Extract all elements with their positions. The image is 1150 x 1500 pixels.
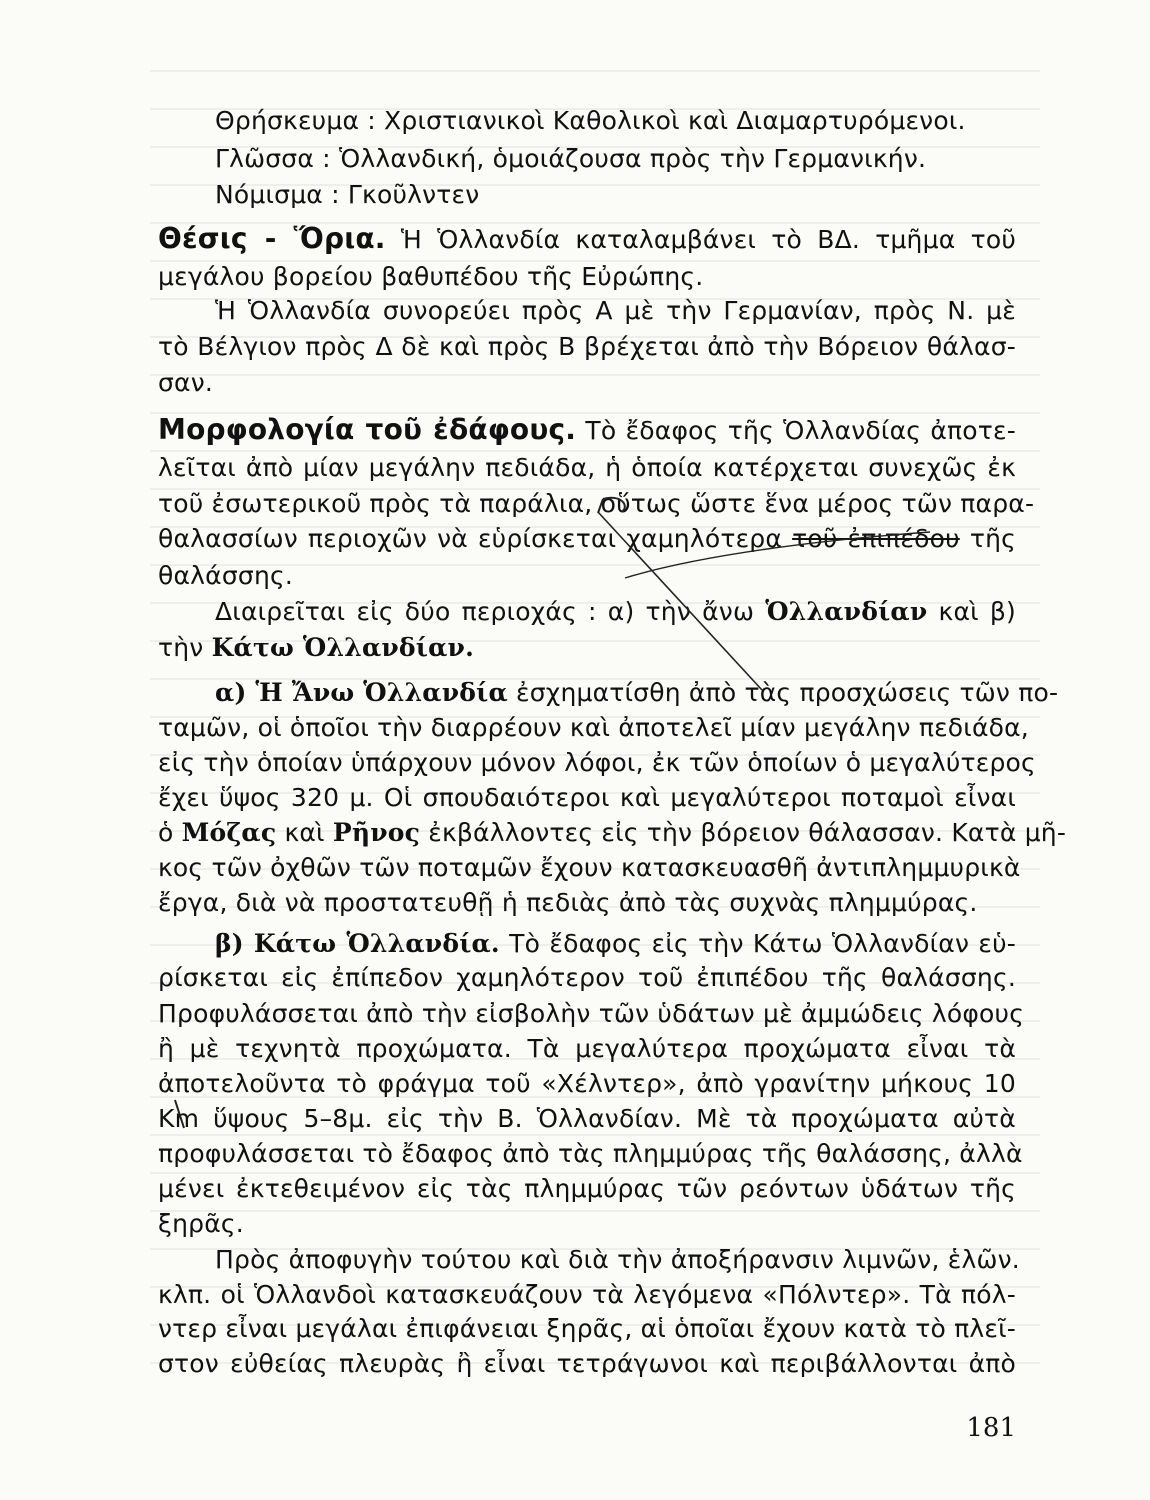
lower-line-7: προφυλάσσεται τὸ ἔδαφος ἀπὸ τὰς πλημμύρας τῆς θαλάσσης, ἀλλὰ	[158, 1139, 1023, 1168]
borders-line-4: τὸ Βέλγιον πρὸς Δ δὲ καὶ πρὸς Β βρέχεται ἀπὸ τὴν Βόρειον θάλασ-	[158, 332, 1016, 361]
religion-line: Θρήσκευμα : Χριστιανικοὶ Καθολικοὶ καὶ Διαμαρτυρόμενοι.	[215, 106, 966, 135]
upper-line-6: κος τῶν ὀχθῶν τῶν ποταμῶν ἔχουν κατασκευασθῆ ἀντιπλημμυρικὰ	[158, 853, 1021, 882]
morphology-line-2: λεῖται ἀπὸ μίαν μεγάλην πεδιάδα, ἡ ὁποία κατέρχεται συνεχῶς ἐκ	[158, 453, 1016, 482]
upper-line-1: α) Ἡ Ἄνω Ὁλλανδία ἐσχηματίσθη ἀπὸ τὰς προσχώσεις τῶν πο-	[215, 678, 1059, 707]
language-line: Γλῶσσα : Ὁλλανδική, ὁμοιάζουσα πρὸς τὴν Γερμανικήν.	[215, 144, 927, 173]
pen-diagonal-stroke	[598, 512, 762, 690]
pen-tick-mark	[175, 1100, 184, 1128]
lower-line-6: Km ὕψους 5–8μ. εἰς τὴν Β. Ὁλλανδίαν. Μὲ τὰ προχώματα αὐτὰ	[158, 1104, 1016, 1133]
upper-line-2: ταμῶν, οἱ ὁποῖοι τὴν διαρρέουν καὶ ἀποτελεῖ μίαν μεγάλην πεδιάδα,	[158, 713, 1029, 742]
polders-line-2: κλπ. οἱ Ὁλλανδοὶ κατασκευάζουν τὰ λεγόμενα «Πόλντερ». Τὰ πόλ-	[158, 1280, 1016, 1309]
lower-heading: β) Κάτω Ὁλλανδία.	[215, 929, 500, 958]
polders-line-1: Πρὸς ἀποφυγὴν τούτου καὶ διὰ τὴν ἀποξήρανσιν λιμνῶν, ἑλῶν.	[215, 1245, 1020, 1274]
upper-heading: α) Ἡ Ἄνω Ὁλλανδία	[215, 678, 508, 707]
borders-line-2: μεγάλου βορείου βαθυπέδου τῆς Εὐρώπης.	[158, 262, 704, 291]
borders-line-3: Ἡ Ὁλλανδία συνορεύει πρὸς Α μὲ τὴν Γερμανίαν, πρὸς Ν. μὲ	[215, 296, 1016, 325]
morphology-line-3: τοῦ ἐσωτερικοῦ πρὸς τὰ παράλια, οὕτως ὥστε ἕνα μέρος τῶν παρα-	[158, 489, 1035, 518]
lower-line-1: β) Κάτω Ὁλλανδία. Τὸ ἔδαφος εἰς τὴν Κάτω Ὁλλανδίαν εὑ-	[215, 929, 1016, 958]
borders-line-1: Θέσις - Ὅρια. Ἡ Ὁλλανδία καταλαμβάνει τὸ ΒΔ. τμῆμα τοῦ	[158, 222, 1016, 255]
upper-line-4: ἔχει ὕψος 320 μ. Οἱ σπουδαιότεροι καὶ μεγαλύτεροι ποταμοὶ εἶναι	[158, 783, 1016, 812]
morphology-line-7: τὴν Κάτω Ὁλλανδίαν.	[158, 633, 474, 662]
pen-correction-mark	[598, 498, 625, 513]
lower-line-9: ξηρᾶς.	[158, 1209, 244, 1238]
morphology-line-1: Μορφολογία τοῦ ἐδάφους. Τὸ ἔδαφος τῆς Ὁλλανδίας ἀποτε-	[158, 413, 1016, 446]
pen-curve-stroke	[625, 532, 930, 578]
polders-line-4: στον εὐθείας πλευρὰς ἢ εἶναι τετράγωνοι καὶ περιβάλλονται ἀπὸ	[158, 1349, 1016, 1378]
upper-line-7: ἔργα, διὰ νὰ προστατευθῇ ἡ πεδιὰς ἀπὸ τὰς συχνὰς πλημμύρας.	[158, 888, 978, 917]
upper-line-3: εἰς τὴν ὁποίαν ὑπάρχουν μόνον λόφοι, ἐκ τῶν ὁποίων ὁ μεγαλύτερος	[158, 748, 1036, 777]
page-number: 181	[966, 1413, 1016, 1443]
upper-line-5: ὁ Μόζας καὶ Ρῆνος ἐκβάλλοντες εἰς τὴν βόρειον θάλασσαν. Κατὰ μῆ-	[158, 818, 1067, 847]
currency-line: Νόμισμα : Γκοῦλντεν	[215, 180, 480, 209]
borders-line-5: σαν.	[158, 368, 214, 397]
morphology-line-4: θαλασσίων περιοχῶν νὰ εὑρίσκεται χαμηλότερα τοῦ ἐπιπέδου τῆς	[158, 524, 1016, 553]
polders-line-3: ντερ εἶναι μεγάλαι ἐπιφάνειαι ξηρᾶς, αἱ ὁποῖαι ἔχουν κατὰ τὸ πλεῖ-	[158, 1314, 1016, 1343]
struck-text: τοῦ ἐπιπέδου	[792, 524, 960, 553]
morphology-line-5: θαλάσσης.	[158, 561, 294, 590]
lower-line-5: ἀποτελοῦντα τὸ φράγμα τοῦ «Χέλντερ», ἀπὸ γρανίτην μήκους 10	[158, 1069, 1016, 1098]
lower-line-3: Προφυλάσσεται ἀπὸ τὴν εἰσβολὴν τῶν ὑδάτων μὲ ἀμμώδεις λόφους	[158, 999, 1025, 1028]
morphology-line-6: Διαιρεῖται εἰς δύο περιοχάς : α) τὴν ἄνω Ὁλλανδίαν καὶ β)	[215, 597, 1017, 626]
lower-line-2: ρίσκεται εἰς ἐπίπεδον χαμηλότερον τοῦ ἐπιπέδου τῆς θαλάσσης.	[158, 963, 1016, 992]
morphology-heading: Μορφολογία τοῦ ἐδάφους.	[158, 413, 577, 446]
borders-heading: Θέσις - Ὅρια.	[158, 222, 386, 255]
lower-line-4: ἢ μὲ τεχνητὰ προχώματα. Τὰ μεγαλύτερα προχώματα εἶναι τὰ	[158, 1034, 1016, 1063]
lower-line-8: μένει ἐκτεθειμένον εἰς τὰς πλημμύρας τῶν ρεόντων ὑδάτων τῆς	[158, 1174, 1016, 1203]
